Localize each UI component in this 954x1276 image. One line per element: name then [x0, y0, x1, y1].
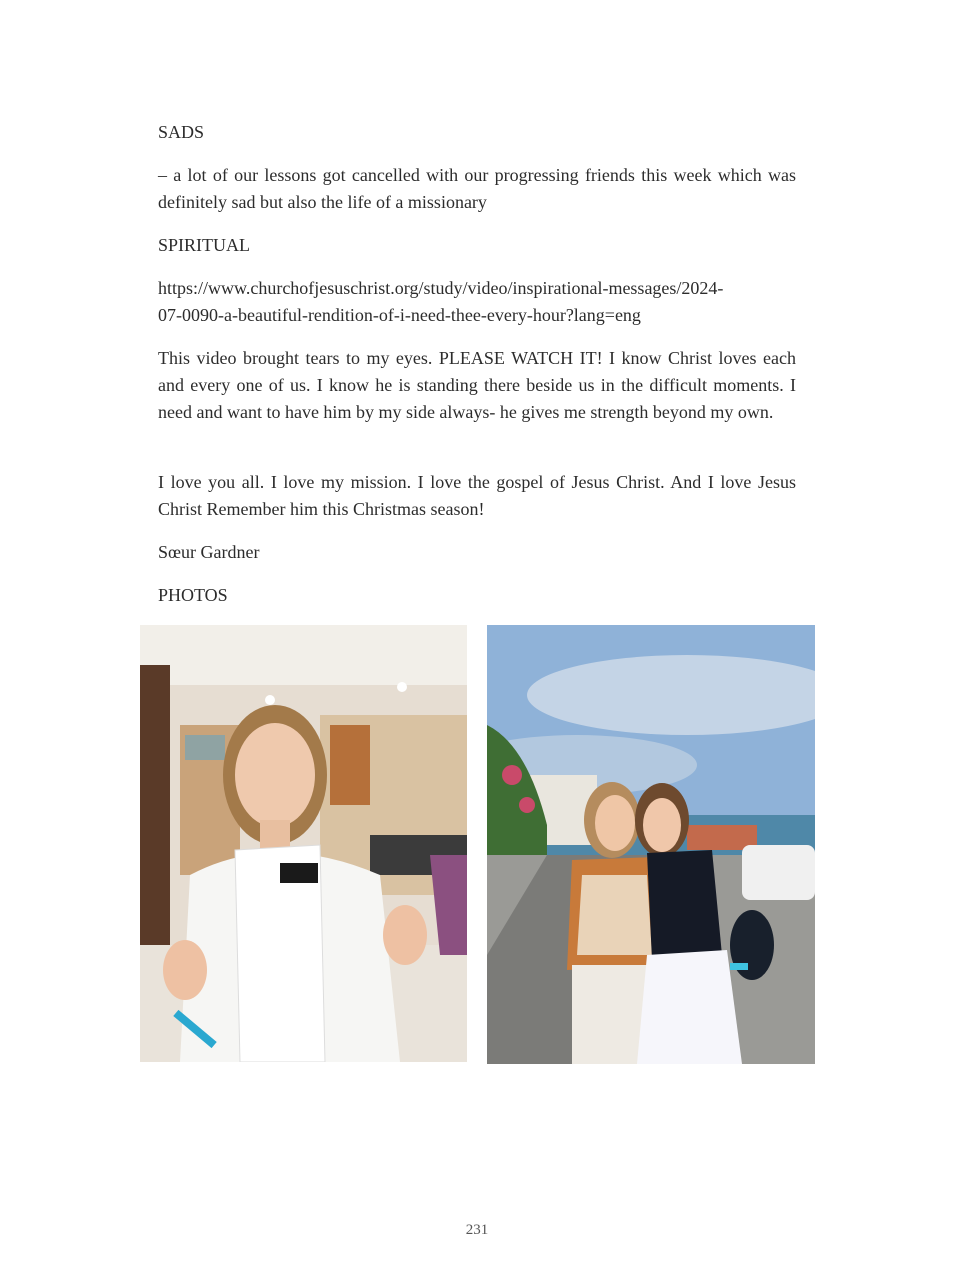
sads-heading: SADS: [158, 122, 205, 142]
closing-paragraph: I love you all. I love my mission. I love the gospel of Jesus Christ. And I love Jesus Christ Remember him this Christmas season!: [158, 472, 796, 519]
video-link-line-2[interactable]: 07-0090-a-beautiful-rendition-of-i-need-thee-every-hour?lang=eng: [158, 305, 641, 325]
sads-paragraph: – a lot of our lessons got cancelled with our progressing friends this week which was definitely sad but also the life of a missionary: [158, 165, 796, 212]
page-number: 231: [465, 1222, 489, 1238]
video-link[interactable]: [158, 275, 798, 329]
video-link-line-1[interactable]: https://www.churchofjesuschrist.org/study/video/inspirational-messages/2024-: [158, 278, 724, 298]
photo-companions-outdoors: [487, 625, 815, 1064]
spiritual-heading: SPIRITUAL: [158, 235, 251, 255]
photos-heading: PHOTOS: [158, 585, 228, 605]
photo-thumbs-up: [140, 625, 467, 1062]
testimony-paragraph: This video brought tears to my eyes. PLEASE WATCH IT! I know Christ loves each and every one of us. I know he is standing there beside us in the difficult moments. I need and want to have him by my side always- he gives me strength beyond my own.: [158, 348, 796, 422]
signature: Sœur Gardner: [158, 542, 260, 562]
